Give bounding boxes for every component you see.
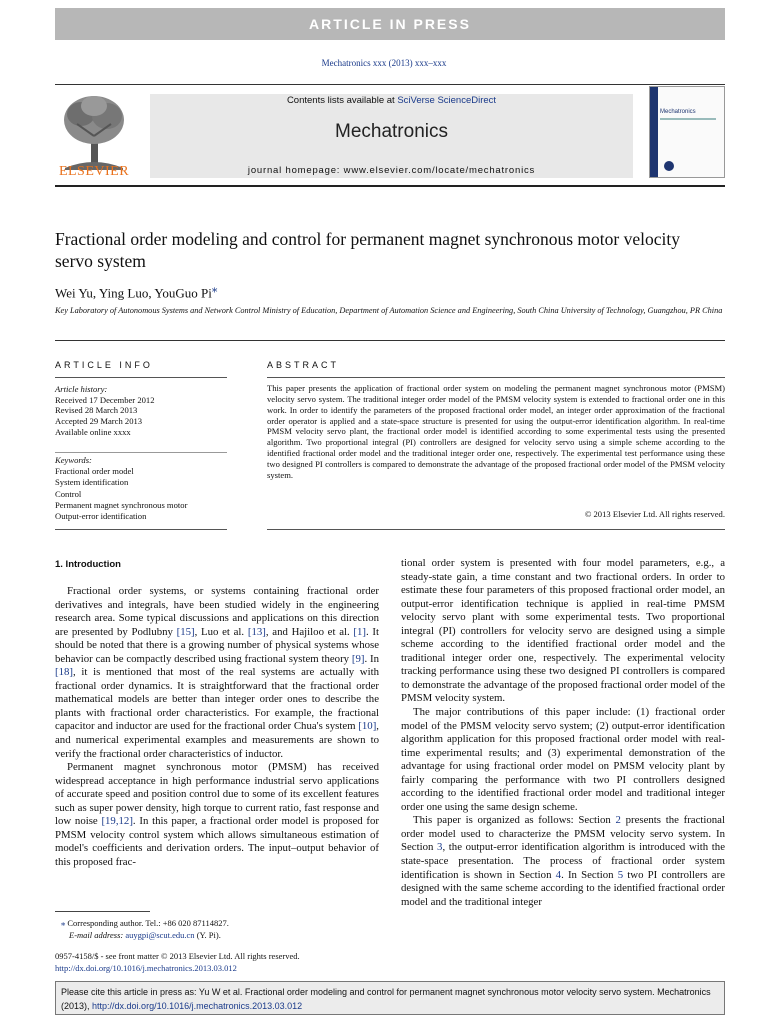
citation-link[interactable]: [1] <box>353 625 366 638</box>
abstract-bottom-rule <box>267 529 725 530</box>
email-line: E-mail address: auygpi@scut.edu.cn (Y. Pi). <box>69 930 221 940</box>
email-link[interactable]: auygpi@scut.edu.cn <box>125 930 195 940</box>
body-column-left <box>55 585 379 869</box>
keyword-item: Permanent magnet synchronous motor <box>55 499 188 510</box>
body-column-right <box>401 557 725 909</box>
keyword-item: Output-error identification <box>55 511 147 522</box>
keyword-item: System identification <box>55 477 129 488</box>
journal-reference-link[interactable]: Mechatronics xxx (2013) xxx–xxx <box>321 58 447 68</box>
citation-link[interactable]: [15] <box>176 625 195 638</box>
front-matter <box>55 951 385 974</box>
paragraph: tional order system is presented with four model parameters, e.g., a steady-state gain, a time constant and two fractional orders. In order to estimate these four parameters of this proposed fractional order model, an output-error identification technique is applied in real-time PMSM velocity servo plant with some experimental tests. Two proportional integral (PI) controllers for velocity servo are designed using a simple scheme according to the identified fractional order model and the traditional integer order one, respectively. The experimental velocity tracking performance using these two designed PI controllers is compared to demonstrate the advantage of the proposed fractional order model of the PMSM velocity system. <box>401 557 725 705</box>
paragraph: This paper is organized as follows: Section 2 presents the fractional order model used to characterize the PMSM velocity servo system. In Section 3, the output-error identification algorithm is introduced with the state-space presentation. The process of fractional order system identification is shown in Section 4. In Section 5 two PI controllers are designed with the same scheme according to the identified fractional order model and the traditional integer <box>401 814 726 908</box>
cover-rule <box>660 118 716 120</box>
contents-line: Contents lists available at SciVerse ScienceDirect <box>286 95 497 106</box>
section-link[interactable]: 3 <box>437 841 443 854</box>
history-received: Received 17 December 2012 <box>55 394 155 405</box>
citation-link[interactable]: [10] <box>358 720 377 733</box>
sciencedirect-link[interactable]: SciVerse ScienceDirect <box>397 95 497 106</box>
paragraph: Permanent magnet synchronous motor (PMSM) has received widespread acceptance in high performance industrial servo applications of accurate speed and position control due to some of its excellent features such as super power density, high torque to current ratio, fast response and low noise [19,12]. In this paper, a fractional order model is proposed for PMSM velocity control system which allows simultaneous estimation of model's coefficients and derivation orders. The input–output behavior of this proposed frac- <box>55 761 379 868</box>
section-heading-introduction: 1. Introduction <box>55 559 121 570</box>
cover-emblem-icon <box>664 161 674 171</box>
article-info-heading: ARTICLE INFO <box>55 360 153 370</box>
keywords-label: Keywords: <box>55 455 92 465</box>
journal-homepage-link[interactable]: journal homepage: www.elsevier.com/locate/mechatronics <box>247 165 536 176</box>
paragraph: The major contributions of this paper include: (1) fractional order model of the PMSM velocity servo system; (2) output-error identification algorithm application for this proposed fractional order model with real-time experimental results; and (3) experimental demonstration of the advantage for using fractional order model on PMSM velocity plant by fairly comparing the performance with two PI controllers designed according to the identified fractional order model and traditional integer order one using the same design scheme. <box>401 706 725 813</box>
abstract-text: This paper presents the application of fractional order system on modeling the permanent magnet synchronous motor (PMSM) velocity servo system. The traditional integer order model of the PMSM velocity system is extended to fractional order one in this work. In order to identify the parameters of the proposed fractional order model, an integer order approximation of the fractional order operator is applied and a state-space structure is presented for using the output-error identification algorithm. In real-time PMSM velocity servo plant, the fractional order model is identified according to some experimental tests using the presented algorithm. Two proportional integral (PI) controllers are designed for velocity servo using a simple scheme according to the identified fractional order model and the traditional integer order one, respectively. The experimental test performance using these two designed PI controllers is compared to demonstrate the advantage of the proposed fractional order model of the PMSM velocity system. <box>267 383 725 480</box>
affiliation: Key Laboratory of Autonomous Systems and Network Control Ministry of Education, Department of Automation Science and Engineering, South China University of Technology, Guangzhou, PR China <box>55 306 723 315</box>
abstract-copyright: © 2013 Elsevier Ltd. All rights reserved. <box>584 509 725 519</box>
cover-spine <box>650 87 658 178</box>
journal-cover-image[interactable] <box>649 86 725 178</box>
corresponding-author-mark[interactable]: ⁎ <box>211 283 218 295</box>
footnote <box>55 917 385 941</box>
section-link[interactable]: 2 <box>615 814 621 827</box>
issn-line: 0957-4158/$ - see front matter © 2013 Elsevier Ltd. All rights reserved. <box>55 951 300 961</box>
paper-title: Fractional order modeling and control for permanent magnet synchronous motor velocity servo system <box>55 229 680 271</box>
history-label: Article history: <box>55 384 108 394</box>
keyword-item: Fractional order model <box>55 466 134 477</box>
footnote-rule <box>55 911 150 912</box>
article-info-rule <box>55 377 227 378</box>
keyword-list <box>55 455 227 522</box>
keyword-item: Control <box>55 488 82 499</box>
citation-link[interactable]: [13] <box>247 625 266 638</box>
doi-link[interactable]: http://dx.doi.org/10.1016/j.mechatronics.2013.03.012 <box>55 962 237 973</box>
header-divider <box>55 84 725 85</box>
author-list: Wei Yu, Ying Luo, YouGuo Pi⁎ <box>55 283 218 301</box>
citation-link[interactable]: [19,12] <box>101 815 133 828</box>
journal-title: Mechatronics <box>335 121 448 142</box>
citation-link[interactable]: [18] <box>55 666 73 679</box>
citation-notice-box: Please cite this article in press as: Yu W et al. Fractional order modeling and control for permanent magnet synchronous motor velocity servo system. Mechatronics (2013), http://dx.doi.org/10.1016/j.mechatronics.2013.03.012 <box>55 981 725 1015</box>
title-divider <box>55 340 725 341</box>
history-online: Available online xxxx <box>55 426 131 437</box>
elsevier-logo[interactable] <box>55 90 133 182</box>
citation-doi-link[interactable]: http://dx.doi.org/10.1016/j.mechatronics.2013.03.012 <box>92 1001 303 1011</box>
citation-link[interactable]: [9] <box>351 652 365 665</box>
keywords-rule <box>55 452 227 453</box>
elsevier-wordmark: ELSEVIER <box>58 164 130 179</box>
abstract-rule <box>267 377 725 378</box>
header-thick-divider <box>55 185 725 187</box>
article-in-press-banner: ARTICLE IN PRESS <box>55 8 725 40</box>
paragraph: Fractional order systems, or systems containing fractional order derivatives and integrals, have been studied widely in the engineering research area. Some typical discussions and applications on this direction are presented by Podlubny [15], Luo et al. [13], and Hajiloo et al. [1]. It should be noted that there is a growing number of physical systems whose behavior can be compactly described using fractional system theory [9]. In [18], it is mentioned that most of the real systems are actually with fractional order dynamics. It is straightforward that the fractional order mathematical models are better than integer order ones to describe the plants with fractional order characteristics. For example, the fractional capacitor and inductor are used for the fractional order Chua's system [10], and numerical experimental examples and measurements are shown to verify the fractional order characteristics of inductor. <box>55 585 380 760</box>
article-info-bottom-rule <box>55 529 227 530</box>
footnote-mark[interactable]: ⁎ <box>61 918 66 928</box>
history-accepted: Accepted 29 March 2013 <box>55 416 143 427</box>
abstract-heading: ABSTRACT <box>267 360 340 370</box>
section-link[interactable]: 5 <box>617 868 624 881</box>
history-revised: Revised 28 March 2013 <box>55 405 138 416</box>
corresponding-author-note: ⁎ Corresponding author. Tel.: +86 020 87114827. <box>61 918 229 928</box>
article-history <box>55 384 227 438</box>
section-link[interactable]: 4 <box>555 868 562 881</box>
cover-title: Mechatronics <box>660 109 696 115</box>
